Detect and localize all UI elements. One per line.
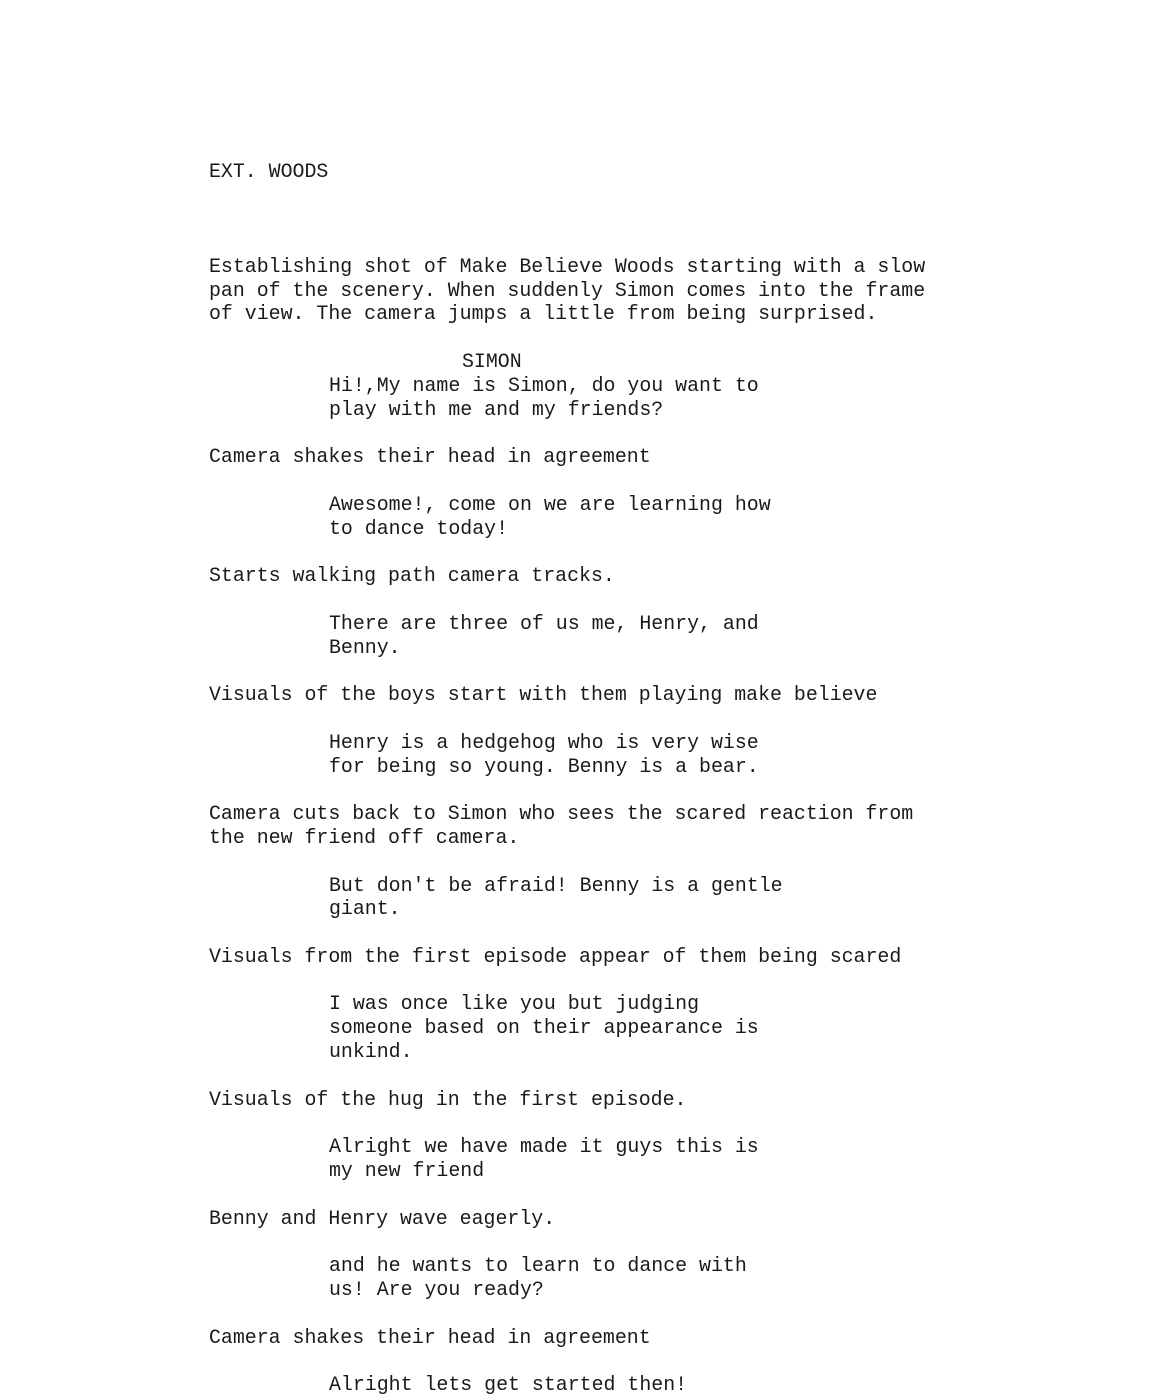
blank-line (209, 1111, 1139, 1135)
action-block (209, 1088, 1139, 1112)
action-block (209, 564, 1139, 588)
blank-line (209, 1302, 1139, 1326)
dialogue-line: giant. (329, 897, 401, 921)
blank-line (209, 1064, 1139, 1088)
blank-line (209, 540, 1139, 564)
action-line: Camera shakes their head in agreement (209, 1325, 651, 1349)
blank-line (209, 921, 1139, 945)
blank-line (209, 850, 1139, 874)
dialogue-line: There are three of us me, Henry, and (329, 611, 759, 635)
action-line: Visuals of the hug in the first episode. (209, 1087, 687, 1111)
action-line: of view. The camera jumps a little from being surprised. (209, 302, 878, 326)
dialogue-line: But don't be afraid! Benny is a gentle (329, 873, 783, 897)
character-block (209, 350, 1139, 374)
action-block (209, 945, 1139, 969)
dialogue-line: Alright lets get started then! (329, 1373, 688, 1397)
dialogue-line: Henry is a hedgehog who is very wise (329, 730, 759, 754)
action-block (209, 683, 1139, 707)
blank-line (209, 659, 1139, 683)
dialogue-line: us! Are you ready? (329, 1278, 544, 1302)
dialogue-block (209, 493, 1139, 541)
dialogue-line: to dance today! (329, 516, 509, 540)
screenplay-body (209, 112, 1139, 1397)
character-line: SIMON (462, 349, 522, 373)
action-line: Visuals of the boys start with them playing make believe (209, 683, 878, 707)
action-block (209, 1326, 1139, 1350)
blank-line (209, 421, 1139, 445)
scene-heading: EXT. WOODS (209, 159, 329, 183)
action-line: pan of the scenery. When suddenly Simon comes into the frame (209, 278, 926, 302)
blank-line (209, 1349, 1139, 1373)
action-line: Visuals from the first episode appear of them being scared (209, 944, 902, 968)
dialogue-line: Awesome!, come on we are learning how (329, 492, 771, 516)
blank-line (209, 707, 1139, 731)
dialogue-line: I was once like you but judging (329, 992, 700, 1016)
blank-line (209, 1230, 1139, 1254)
blank-line (209, 326, 1139, 350)
dialogue-line: my new friend (329, 1159, 485, 1183)
dialogue-block (209, 374, 1139, 422)
dialogue-line: Alright we have made it guys this is (329, 1135, 759, 1159)
dialogue-block (209, 731, 1139, 779)
action-block (209, 802, 1139, 850)
dialogue-block (209, 1254, 1139, 1302)
blank-line (209, 1183, 1139, 1207)
dialogue-block (209, 992, 1139, 1063)
action-line: Establishing shot of Make Believe Woods starting with a slow (209, 254, 926, 278)
action-block (209, 1207, 1139, 1231)
action-line: Starts walking path camera tracks. (209, 564, 615, 588)
action-block (209, 445, 1139, 469)
dialogue-line: Benny. (329, 635, 401, 659)
action-line: Camera cuts back to Simon who sees the scared reaction from (209, 802, 914, 826)
dialogue-line: and he wants to learn to dance with (329, 1254, 747, 1278)
action-line: Camera shakes their head in agreement (209, 445, 651, 469)
blank-line (209, 231, 1139, 255)
dialogue-block (209, 1135, 1139, 1183)
dialogue-block (209, 874, 1139, 922)
action-line: the new friend off camera. (209, 825, 520, 849)
action-block (209, 255, 1139, 326)
blank-line (209, 588, 1139, 612)
dialogue-line: play with me and my friends? (329, 397, 664, 421)
dialogue-block (209, 1373, 1139, 1397)
dialogue-line: someone based on their appearance is (329, 1016, 759, 1040)
dialogue-line: for being so young. Benny is a bear. (329, 754, 759, 778)
blank-line (209, 778, 1139, 802)
blank-line (209, 969, 1139, 993)
dialogue-line: unkind. (329, 1040, 413, 1064)
dialogue-line: Hi!,My name is Simon, do you want to (329, 373, 759, 397)
dialogue-block (209, 612, 1139, 660)
blank-line (209, 469, 1139, 493)
action-line: Benny and Henry wave eagerly. (209, 1206, 556, 1230)
